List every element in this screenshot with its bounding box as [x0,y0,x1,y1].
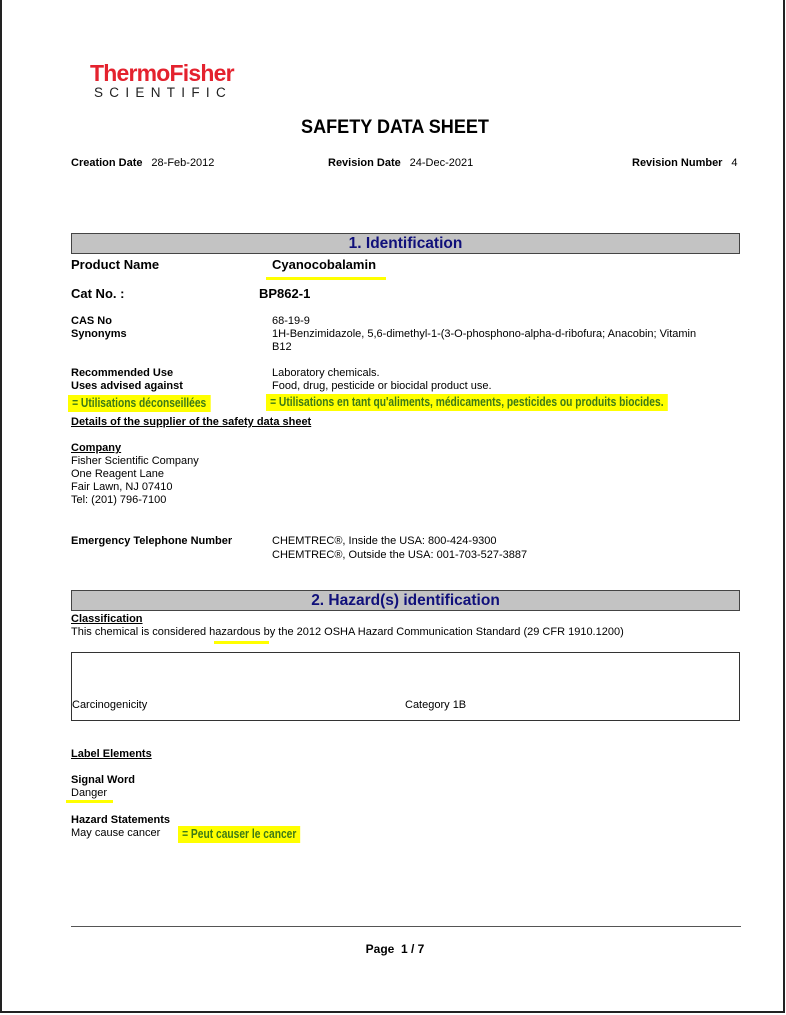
signal-word-label: Signal Word [71,774,135,786]
cat-no-value: BP862-1 [259,286,311,301]
document-title: SAFETY DATA SHEET [301,117,489,138]
footer-divider [71,926,741,927]
hazard-category: Category 1B [405,699,467,711]
uses-against-label-french-note: = Utilisations déconseillées [68,395,210,412]
revision-date-label: Revision Date [328,157,401,169]
company-phone: Tel: (201) 796-7100 [71,494,167,506]
creation-date-label: Creation Date [71,157,143,169]
revision-number [632,153,737,171]
cas-label: CAS No [71,315,112,327]
hazard-classification-table [71,652,740,721]
product-name-value: Cyanocobalamin [272,257,377,272]
hazard-statement-french-note: = Peut causer le cancer [178,826,300,843]
signal-word-value: Danger [71,787,108,799]
classification-text-end: by the 2012 OSHA Hazard Communication Standard (29 CFR 1910.1200) [260,626,624,638]
uses-against-value: Food, drug, pesticide or biocidal product use. [272,380,492,392]
cat-no-label: Cat No. : [71,286,125,301]
classification-hazardous-word: hazardous [209,626,261,638]
supplier-details-heading: Details of the supplier of the safety data sheet [71,416,312,428]
synonyms-value-line1: 1H-Benzimidazole, 5,6-dimethyl-1-(3-O-phosphono-alpha-d-ribofura; Anacobin; Vitamin [272,328,697,340]
creation-date [71,153,214,171]
uses-against-french-note: = Utilisations en tant qu'aliments, médicaments, pesticides ou produits biocides. [266,394,668,411]
page-label: Page [365,942,395,956]
section-1-header: 1. Identification [71,233,740,254]
classification-text-start: This chemical is considered [71,626,210,638]
company-name: Fisher Scientific Company [71,455,199,467]
product-name-highlight [266,277,386,280]
thermo-fisher-logo: ThermoFisher [90,60,234,86]
synonyms-label: Synonyms [71,328,127,340]
hazardous-highlight [214,641,269,644]
logo-subtitle: SCIENTIFIC [94,85,233,100]
hazard-statements-label: Hazard Statements [71,814,171,826]
emergency-phone-label: Emergency Telephone Number [71,535,233,547]
page-number [2,942,786,956]
emergency-phone-inside-usa: CHEMTREC®, Inside the USA: 800-424-9300 [272,535,497,547]
recommended-use-value: Laboratory chemicals. [272,367,380,379]
company-city: Fair Lawn, NJ 07410 [71,481,173,493]
synonyms-value-line2: B12 [272,341,292,353]
hazard-statement-value: May cause cancer [71,827,161,839]
revision-date-value: 24-Dec-2021 [409,157,474,169]
recommended-use-label: Recommended Use [71,367,174,379]
uses-against-label: Uses advised against [71,380,183,392]
classification-label: Classification [71,613,143,625]
signal-word-highlight [66,800,113,803]
product-name-label: Product Name [71,257,160,272]
hazard-class: Carcinogenicity [72,699,148,711]
emergency-phone-outside-usa: CHEMTREC®, Outside the USA: 001-703-527-3887 [272,549,528,561]
label-elements-heading: Label Elements [71,748,152,760]
revision-number-label: Revision Number [632,157,723,169]
company-street: One Reagent Lane [71,468,164,480]
cas-value: 68-19-9 [272,315,310,327]
revision-date [328,153,473,171]
company-label: Company [71,442,122,454]
page-value: 1 / 7 [401,942,425,956]
creation-date-value: 28-Feb-2012 [151,157,215,169]
section-2-header: 2. Hazard(s) identification [71,590,740,611]
revision-number-value: 4 [731,157,738,169]
classification-statement [71,626,624,638]
